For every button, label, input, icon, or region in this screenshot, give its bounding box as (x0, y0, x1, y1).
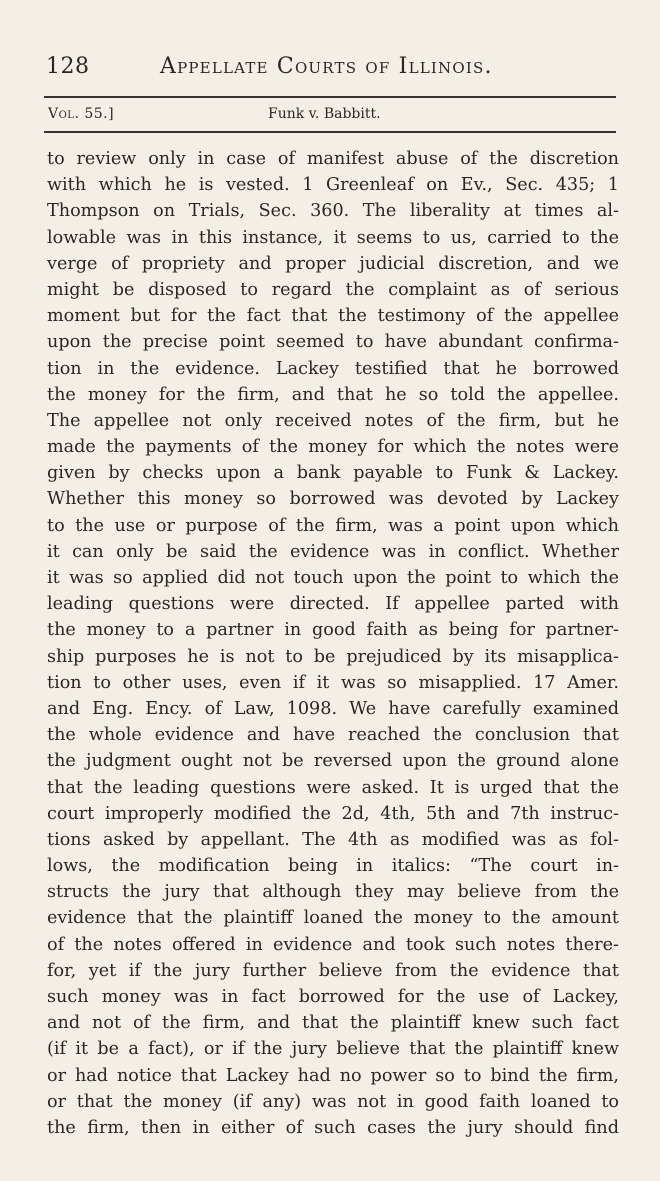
text-line: verge of propriety and proper judicial discretion, and we (47, 253, 619, 274)
text-line: with which he is vested. 1 Greenleaf on Ev., Sec. 435; 1 (47, 175, 619, 196)
text-line: lowable was in this instance, it seems to us, carried to the (47, 227, 619, 248)
text-line: of the notes offered in evidence and took such notes there- (47, 934, 619, 955)
text-line: that the leading questions were asked. It is urged that the (47, 777, 619, 798)
text-line: Whether this money so borrowed was devoted by Lackey (47, 489, 619, 510)
text-line: the money for the firm, and that he so told the appellee. (47, 384, 619, 405)
text-line: tion to other uses, even if it was so misapplied. 17 Amer. (47, 672, 619, 693)
text-line: the firm, then in either of such cases the jury should find (47, 1117, 619, 1138)
page-number: 128 (46, 54, 90, 79)
text-line: made the payments of the money for which the notes were (47, 437, 619, 458)
text-line: The appellee not only received notes of the firm, but he (47, 410, 619, 431)
case-caption: Funk v. Babbitt. (268, 106, 381, 122)
running-head (0, 54, 660, 90)
text-line: moment but for the fact that the testimony of the appellee (47, 306, 619, 327)
text-line: tion in the evidence. Lackey testified that he borrowed (47, 358, 619, 379)
text-line: court improperly modified the 2d, 4th, 5th and 7th instruc- (47, 803, 619, 824)
text-line: and Eng. Ency. of Law, 1098. We have carefully examined (47, 698, 619, 719)
text-line: or had notice that Lackey had no power so to bind the firm, (47, 1065, 619, 1086)
text-line: it was so applied did not touch upon the point to which the (47, 568, 619, 588)
text-line: the money to a partner in good faith as being for partner- (47, 620, 619, 641)
text-line: ship purposes he is not to be prejudiced by its misapplica- (47, 646, 619, 667)
text-line: evidence that the plaintiff loaned the money to the amount (47, 908, 619, 929)
body-text (47, 146, 619, 1141)
text-line: and not of the firm, and that the plaintiff knew such fact (47, 1013, 619, 1034)
text-line: it can only be said the evidence was in conflict. Whether (47, 541, 619, 562)
text-line: such money was in fact borrowed for the use of Lackey, (47, 987, 619, 1007)
text-line: lows, the modification being in italics: “The court in- (47, 856, 619, 877)
header-rule-bottom (44, 131, 616, 133)
text-line: structs the jury that although they may believe from the (47, 882, 619, 903)
text-line: leading questions were directed. If appellee parted with (47, 594, 619, 615)
header-rule-top (44, 96, 616, 98)
text-line: might be disposed to regard the complaint as of serious (47, 279, 619, 300)
text-line: tions asked by appellant. The 4th as modified was as fol- (47, 829, 619, 850)
text-line: (if it be a fact), or if the jury believe that the plaintiff knew (47, 1039, 619, 1060)
text-line: Thompson on Trials, Sec. 360. The liberality at times al- (47, 201, 619, 222)
text-line: given by checks upon a bank payable to Funk & Lackey. (47, 463, 619, 484)
text-line: to review only in case of manifest abuse of the discretion (47, 149, 619, 169)
text-line: the judgment ought not be reversed upon the ground alone (47, 751, 619, 772)
text-line: or that the money (if any) was not in good faith loaned to (47, 1091, 619, 1112)
text-line: to the use or purpose of the firm, was a point upon which (47, 515, 619, 536)
text-line: upon the precise point seemed to have abundant confirma- (47, 332, 619, 353)
case-line (0, 106, 660, 128)
page-title: Appellate Courts of Illinois. (160, 54, 493, 79)
volume-reference: Vol. 55.] (48, 106, 115, 122)
text-line: the whole evidence and have reached the conclusion that (47, 725, 619, 746)
text-line: for, yet if the jury further believe from the evidence that (47, 960, 619, 981)
